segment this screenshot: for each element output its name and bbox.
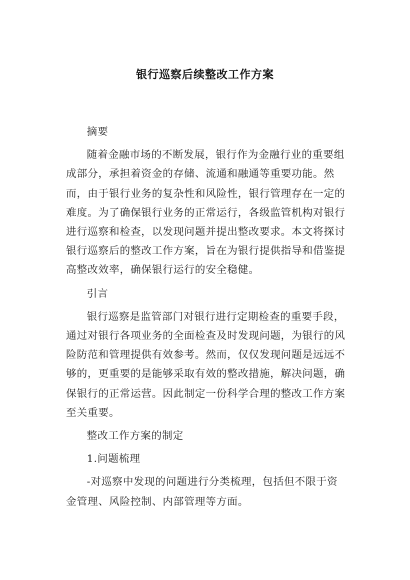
item1-heading: 1.问题梳理 [86,453,141,466]
intro-paragraph: 银行巡察是监管部门对银行进行定期检查的重要手段，通过对银行各项业务的全面检查及时发现问题，为银行的风险防范和管理提供有效参考。然而，仅仅发现问题是远远不够的，更重要的是能够采取有效的整改措施，解决问题，确保银行的正常运营。因此制定一份科学合理的整改工作方案至关重要。 [66,310,346,419]
document-title: 银行巡察后续整改工作方案 [136,68,274,81]
abstract-paragraph: 随着金融市场的不断发展，银行作为金融行业的重要组成部分，承担着资金的存储、流通和融通等重要功能。然而，由于银行业务的复杂性和风险性，银行管理存在一定的难度。为了确保银行业务的正常运行，各级监管机构对银行进行巡察和检查，以发现问题并提出整改要求。本文将探讨银行巡察后的整改工作方案，旨在为银行提供指导和借鉴提高整改效率，确保银行运行的安全稳健。 [66,149,346,277]
abstract-heading: 摘要 [86,126,109,138]
document-body [66,120,348,512]
plan-heading: 整改工作方案的制定 [86,430,184,443]
item1-paragraph: -对巡察中发现的问题进行分类梳理，包括但不限于资金管理、风险控制、内部管理等方面。 [66,476,338,508]
intro-heading: 引言 [86,287,109,300]
